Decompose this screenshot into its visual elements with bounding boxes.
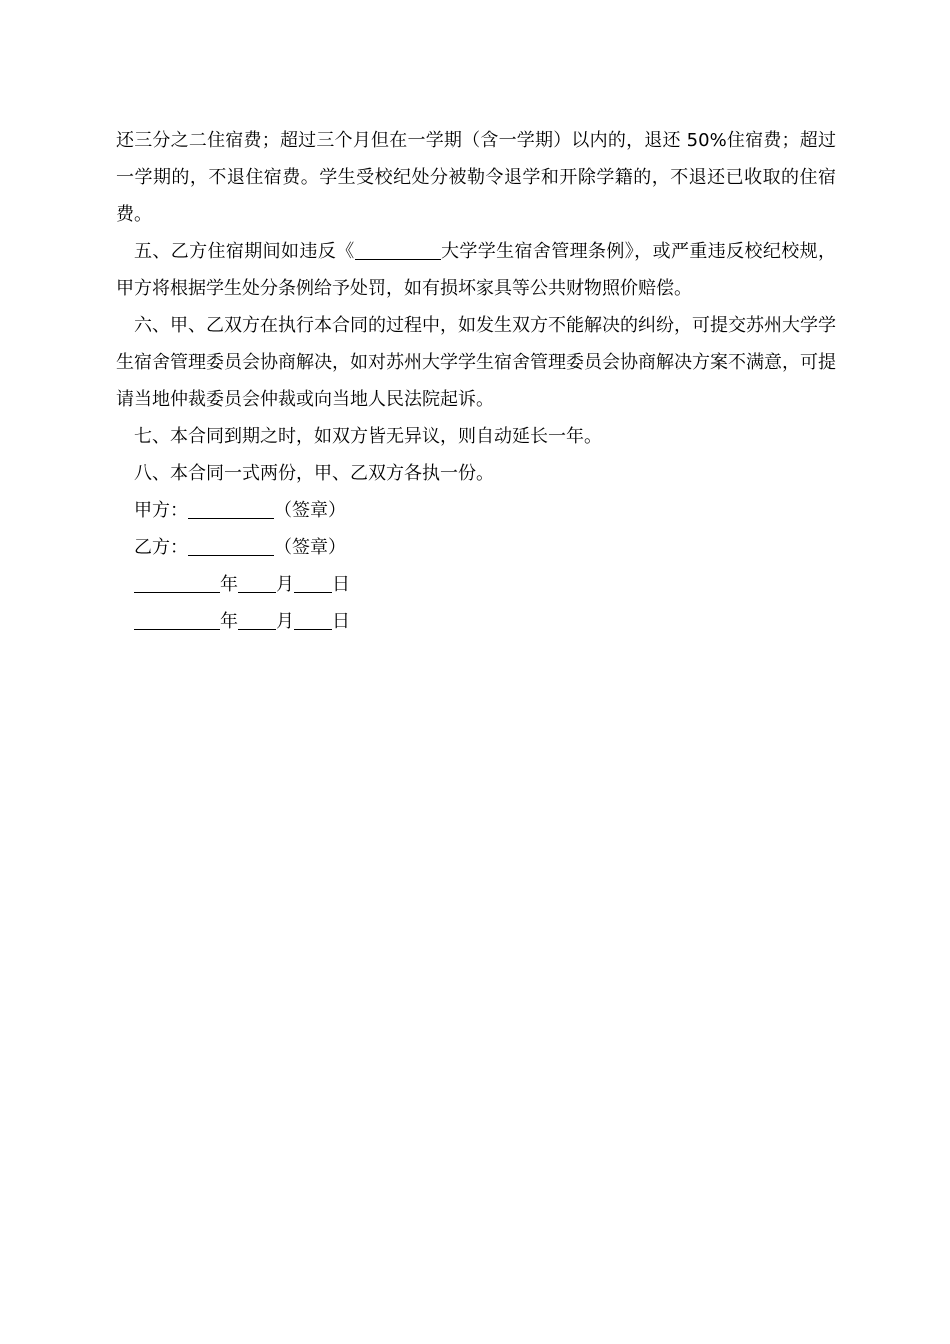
contract-body bbox=[116, 122, 836, 640]
year-label-2: 年 bbox=[220, 611, 238, 632]
party-a-label: 甲方： bbox=[134, 500, 188, 521]
day-label-2: 日 bbox=[332, 611, 350, 632]
clause-refund-continued: 还三分之二住宿费；超过三个月但在一学期（含一学期）以内的，退还 50%住宿费；超过一学期的，不退住宿费。学生受校纪处分被勒令退学和开除学籍的，不退还已收取的住宿费。 bbox=[116, 130, 836, 225]
clause-five bbox=[116, 233, 836, 307]
university-name-blank[interactable] bbox=[355, 241, 441, 260]
year-blank-2[interactable] bbox=[134, 611, 220, 630]
day-label-1: 日 bbox=[332, 574, 350, 595]
clause-six: 六、甲、乙双方在执行本合同的过程中，如发生双方不能解决的纠纷，可提交苏州大学学生宿舍管理委员会协商解决，如对苏州大学学生宿舍管理委员会协商解决方案不满意，可提请当地仲裁委员会仲裁或向当地人民法院起诉。 bbox=[116, 315, 836, 410]
date-line-1 bbox=[116, 566, 836, 603]
month-blank-2[interactable] bbox=[238, 611, 276, 630]
party-b-seal-label: （签章） bbox=[274, 537, 346, 558]
party-a-signature-line bbox=[116, 492, 836, 529]
month-label-1: 月 bbox=[276, 574, 294, 595]
date-line-2 bbox=[116, 603, 836, 640]
party-b-label: 乙方： bbox=[134, 537, 188, 558]
year-blank-1[interactable] bbox=[134, 574, 220, 593]
month-label-2: 月 bbox=[276, 611, 294, 632]
month-blank-1[interactable] bbox=[238, 574, 276, 593]
party-a-signature-blank[interactable] bbox=[188, 500, 274, 519]
day-blank-2[interactable] bbox=[294, 611, 332, 630]
party-b-signature-line bbox=[116, 529, 836, 566]
day-blank-1[interactable] bbox=[294, 574, 332, 593]
party-a-seal-label: （签章） bbox=[274, 500, 346, 521]
clause-eight: 八、本合同一式两份，甲、乙双方各执一份。 bbox=[134, 463, 494, 484]
clause-five-prefix: 五、乙方住宿期间如违反《 bbox=[134, 241, 355, 262]
clause-seven: 七、本合同到期之时，如双方皆无异议，则自动延长一年。 bbox=[134, 426, 602, 447]
party-b-signature-blank[interactable] bbox=[188, 537, 274, 556]
clause-five-suffix: 大学学生宿舍管理条例》，或严重违反校纪校规，甲方将根据学生处分条例给予处罚，如有损坏家具等公共财物照价赔偿。 bbox=[116, 241, 837, 299]
year-label-1: 年 bbox=[220, 574, 238, 595]
